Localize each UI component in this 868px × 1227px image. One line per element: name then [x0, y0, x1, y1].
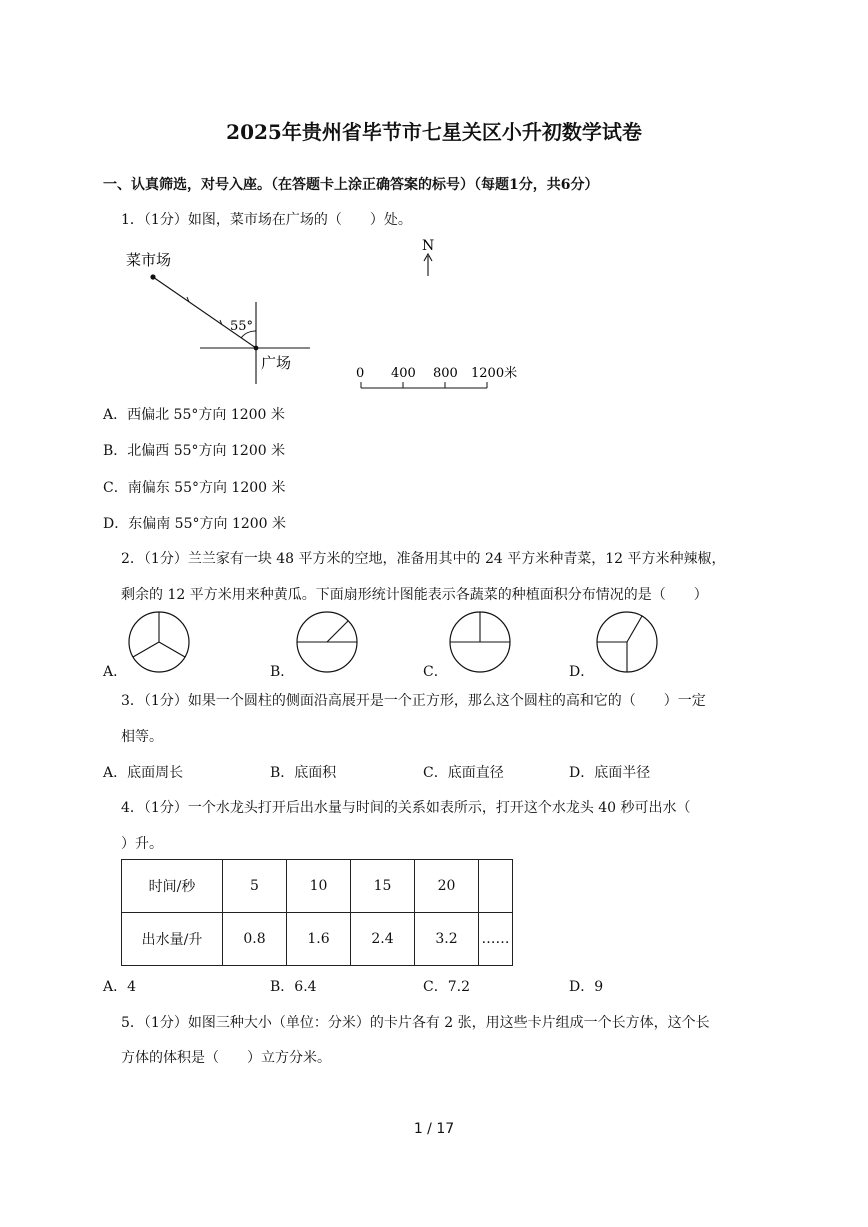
- table-cell: [479, 860, 513, 913]
- square-point: [254, 346, 259, 351]
- table-cell: 时间/秒: [122, 860, 223, 913]
- question-4-line1: 4．（1分）一个水龙头打开后出水量与时间的关系如表所示，打开这个水龙头 40 秒可出水（: [121, 800, 691, 816]
- table-cell: 10: [287, 860, 351, 913]
- q3-option-b: B．底面积: [270, 765, 337, 781]
- q1-option-a: A．西偏北 55°方向 1200 米: [103, 407, 285, 423]
- north-label: N: [422, 238, 435, 254]
- q2-option-a: A．: [103, 664, 128, 680]
- q3-option-a: A．底面周长: [103, 765, 184, 781]
- question-3-line2: 相等。: [121, 729, 163, 745]
- q4-option-d: D．9: [569, 979, 604, 995]
- q2-pie-a: [127, 610, 191, 674]
- scale-label-800: 800: [433, 366, 458, 381]
- question-3-line1: 3．（1分）如果一个圆柱的侧面沿高展开是一个正方形，那么这个圆柱的高和它的（ ）一定: [121, 693, 706, 709]
- question-2-line2: 剩余的 12 平方米用来种黄瓜。下面扇形统计图能表示各蔬菜的种植面积分布情况的是（ ）: [121, 587, 708, 603]
- q2-pie-c: [448, 610, 512, 674]
- scale-label-400: 400: [391, 366, 416, 381]
- scale-label-1200: 1200米: [471, 366, 518, 381]
- table-cell: 5: [223, 860, 287, 913]
- page-number: 1 / 17: [413, 1121, 455, 1137]
- q1-direction-figure: [110, 236, 540, 396]
- q2-pie-b: [295, 610, 359, 674]
- q4-option-b: B．6.4: [270, 979, 317, 995]
- q4-option-c: C．7.2: [423, 979, 470, 995]
- q3-option-c: C．底面直径: [423, 765, 504, 781]
- q4-data-table: [121, 859, 513, 966]
- table-cell: 2.4: [351, 913, 415, 966]
- question-4-line2: ）升。: [121, 836, 163, 852]
- table-row: [122, 913, 513, 966]
- q1-option-c: C．南偏东 55°方向 1200 米: [103, 480, 286, 496]
- question-5-line2: 方体的体积是（ ）立方分米。: [121, 1050, 331, 1066]
- q1-option-b: B．北偏西 55°方向 1200 米: [103, 443, 286, 459]
- question-2-line1: 2．（1分）兰兰家有一块 48 平方米的空地，准备用其中的 24 平方米种青菜，12 平方米种辣椒，: [121, 551, 726, 567]
- question-5-line1: 5．（1分）如图三种大小（单位：分米）的卡片各有 2 张，用这些卡片组成一个长方体，这个长: [121, 1015, 710, 1031]
- table-cell: 15: [351, 860, 415, 913]
- section-heading: 一、认真筛选，对号入座。（在答题卡上涂正确答案的标号）（每题1分，共6分）: [103, 177, 599, 193]
- square-label: 广场: [261, 354, 292, 372]
- table-cell: 20: [415, 860, 479, 913]
- market-line: [153, 277, 256, 348]
- q2-option-c: C．: [423, 664, 448, 680]
- scale-label-0: 0: [356, 366, 365, 381]
- question-1-stem: 1．（1分）如图，菜市场在广场的（ ）处。: [121, 212, 412, 228]
- market-label: 菜市场: [126, 251, 172, 269]
- q2-pie-d: [595, 610, 659, 674]
- table-row: [122, 860, 513, 913]
- q2-option-b: B．: [270, 664, 295, 680]
- table-cell: 0.8: [223, 913, 287, 966]
- q3-option-d: D．底面半径: [569, 765, 651, 781]
- table-cell: 3.2: [415, 913, 479, 966]
- table-cell: 1.6: [287, 913, 351, 966]
- angle-label: 55°: [230, 319, 254, 334]
- table-cell: ……: [479, 913, 513, 966]
- page-title: 2025年贵州省毕节市七星关区小升初数学试卷: [226, 120, 642, 144]
- table-cell: 出水量/升: [122, 913, 223, 966]
- q4-option-a: A．4: [103, 979, 137, 995]
- q1-option-d: D．东偏南 55°方向 1200 米: [103, 516, 287, 532]
- q2-option-d: D．: [569, 664, 595, 680]
